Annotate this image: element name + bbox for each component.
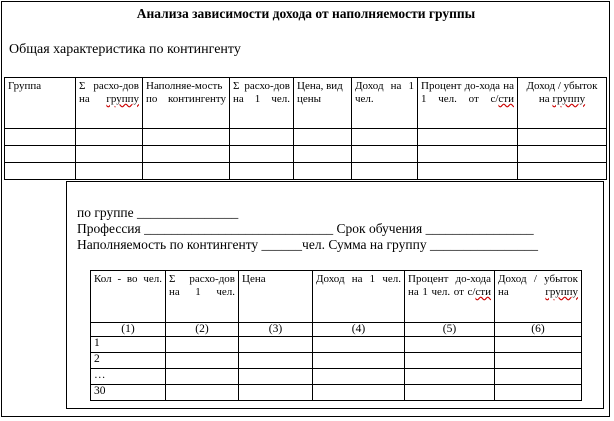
contingent-table [4,77,607,180]
section-subtitle: Общая характеристика по контингенту [9,42,241,57]
col-profit-loss: Доход / убыток на группу [495,271,582,323]
profession-label: Профессия [77,221,141,236]
col-expenses-group: Σ расхо-дов на группу [76,78,143,129]
col-count: Кол - во чел. [91,271,166,323]
group-line [77,205,238,221]
col-income-percent: Процент до-хода на 1 чел. от с/сти [405,271,495,323]
fill-label: Наполняемость по контингенту [77,237,259,252]
sum-field[interactable]: ________________ [429,237,538,252]
table-header-row [5,78,607,129]
col-price: Цена, вид цены [294,78,352,129]
page-title: Анализа зависимости дохода от наполняемости группы [136,6,476,21]
col-expenses-person: Σ расхо-дов на 1 чел. [230,78,294,129]
col-income-percent: Процент до-хода на 1 чел. от с/сти [418,78,518,129]
fill-line [77,237,538,253]
table-row [91,337,582,353]
col-profit-loss: Доход / убыток на группу [518,78,607,129]
column-number-row [91,323,582,337]
col-number: (5) [405,323,495,337]
term-label: Срок обучения [336,221,423,236]
col-number: (1) [91,323,166,337]
row-label: 2 [91,353,166,369]
col-income-person: Доход на 1 чел. [352,78,418,129]
profession-line [77,221,534,237]
col-expenses-person: Σ расхо-дов на 1 чел. [166,271,239,323]
table-row [91,369,582,385]
profession-field[interactable]: ____________________________ [144,221,334,236]
table-row [5,163,607,180]
col-price: Цена [239,271,313,323]
row-label: 30 [91,385,166,401]
row-label: … [91,369,166,385]
term-field[interactable]: ________________ [425,221,534,236]
group-field[interactable]: _______________ [137,205,239,220]
col-group: Группа [5,78,76,129]
col-number: (6) [495,323,582,337]
table-header-row [91,271,582,323]
per-person-table [90,270,582,401]
row-label: 1 [91,337,166,353]
col-income-person: Доход на 1 чел. [313,271,405,323]
table-row [5,129,607,146]
sum-label: Сумма на группу [328,237,427,252]
group-label: по группе [77,205,134,220]
col-fill: Наполняе-мость по контингенту [143,78,230,129]
col-number: (2) [166,323,239,337]
table-row [91,353,582,369]
table-row [91,385,582,401]
fill-unit: чел. [302,237,325,252]
table-row [5,146,607,163]
col-number: (3) [239,323,313,337]
col-number: (4) [313,323,405,337]
fill-field[interactable]: ______ [261,237,303,252]
